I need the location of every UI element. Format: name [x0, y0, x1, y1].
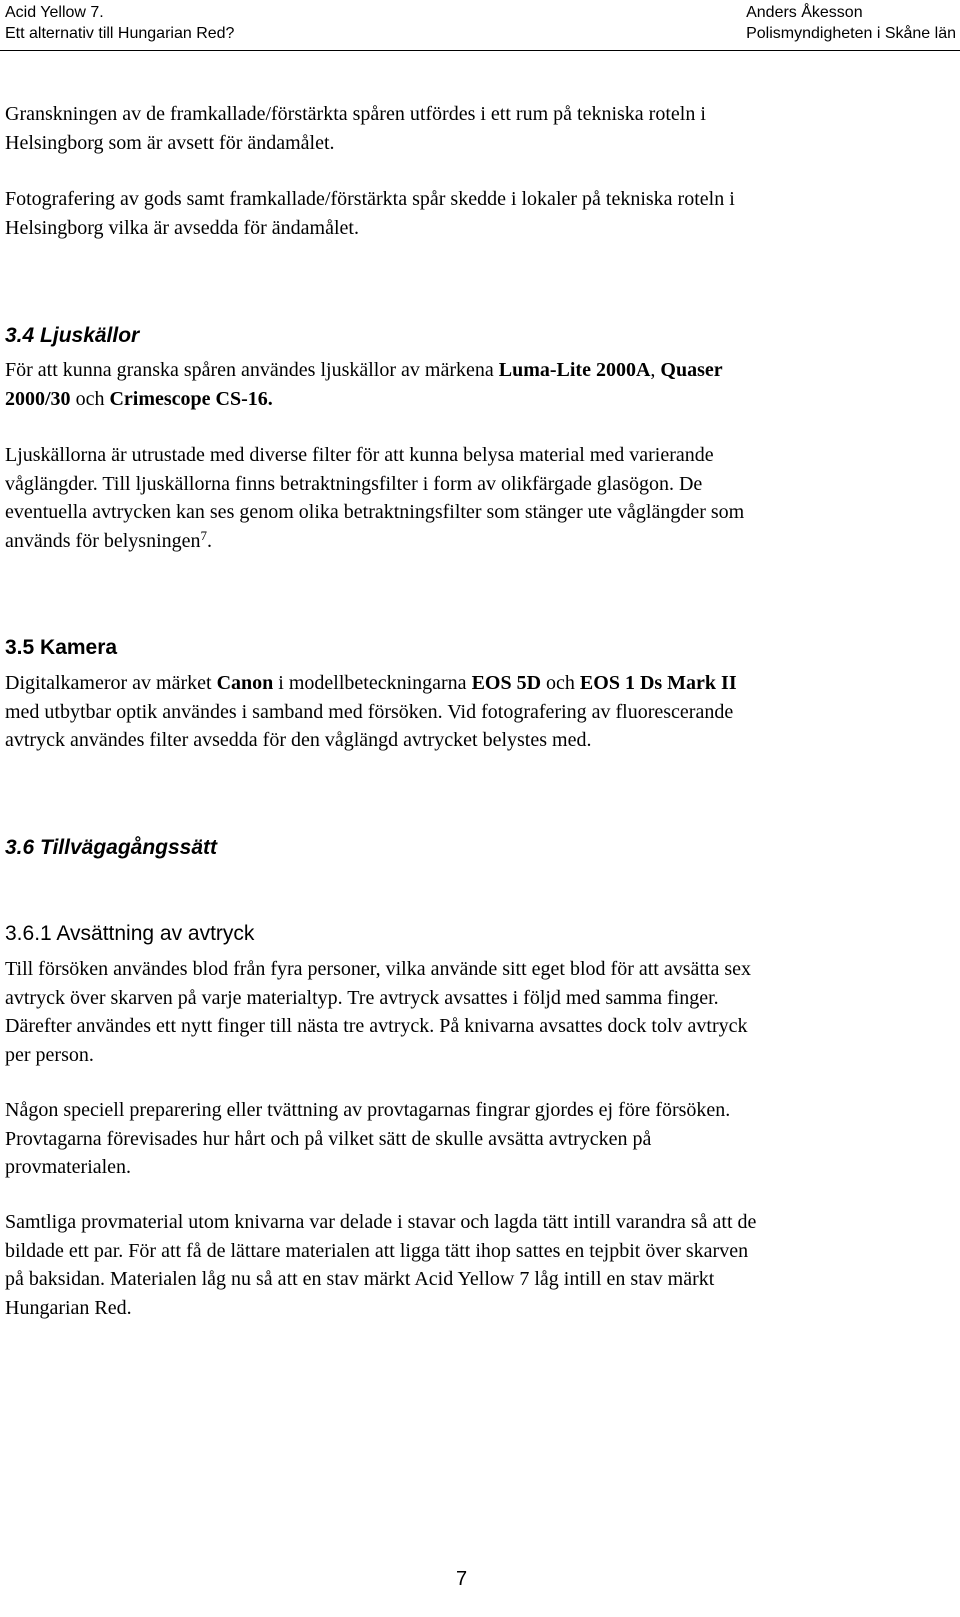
header-divider	[0, 50, 960, 51]
text-line: Till försöken användes blod från fyra personer, vilka använde sitt eget blod för att avsätta sex	[5, 958, 752, 980]
text-line: Därefter användes ett nytt finger till nästa tre avtryck. På knivarna avsattes dock tolv avtryck	[5, 1015, 748, 1037]
text-line: eventuella avtrycken kan ses genom olika betraktningsfilter som stänger ute våglängder som	[5, 501, 745, 523]
text-line: Samtliga provmaterial utom knivarna var delade i stavar och lagda tätt intill varandra så att de	[5, 1211, 757, 1233]
intro-paragraph-1	[5, 100, 706, 157]
brand-name: 2000/30	[5, 387, 71, 410]
text-line: per person.	[5, 1043, 94, 1066]
text-line	[5, 385, 723, 414]
text-line: bildade ett par. För att få de lättare materialen att ligga tätt ihop sattes en tejpbit över skarven	[5, 1239, 749, 1262]
text-run: .	[207, 529, 213, 552]
text-line: Någon speciell preparering eller tvättning av provtagarnas fingrar gjordes ej före försöken.	[5, 1099, 731, 1121]
text-run: Digitalkameror av märket	[5, 672, 217, 694]
procedure-paragraph-2	[5, 1096, 730, 1182]
intro-paragraph-2	[5, 185, 735, 242]
text-line: Helsingborg som är avsett för ändamålet.	[5, 131, 335, 154]
model-name: EOS 5D	[471, 672, 542, 694]
text-run: används för belysningen	[5, 529, 201, 552]
brand-name: Crimescope CS-16.	[109, 387, 273, 410]
brand-name: Luma-Lite 2000A	[498, 359, 651, 381]
header-subtitle-line: Ett alternativ till Hungarian Red?	[5, 25, 235, 42]
text-run: och	[541, 672, 580, 694]
section-heading-3-5: 3.5 Kamera	[5, 636, 118, 659]
light-sources-paragraph-2	[5, 441, 744, 555]
text-line: Helsingborg vilka är avsedda för ändamålet.	[5, 216, 359, 239]
procedure-paragraph-3	[5, 1208, 756, 1322]
header-title-line: Acid Yellow 7.	[5, 4, 104, 21]
text-run: För att kunna granska spåren användes ljuskällor av märkena	[5, 359, 499, 381]
model-name: EOS 1 Ds Mark II	[579, 672, 737, 694]
section-heading-3-6: 3.6 Tillvägagångssätt	[5, 836, 218, 859]
text-run: i modellbeteckningarna	[273, 672, 472, 694]
text-line: Hungarian Red.	[5, 1296, 132, 1319]
header-organization: Polismyndigheten i Skåne län	[746, 25, 956, 42]
brand-name: Canon	[216, 672, 274, 694]
text-line: Fotografering av gods samt framkallade/förstärkta spår skedde i lokaler på tekniska roteln i	[5, 188, 735, 210]
text-run: och	[70, 387, 110, 410]
text-line: avtryck över skarven på varje materialtyp. Tre avtryck avsattes i följd med samma finger.	[5, 986, 719, 1009]
text-line	[5, 356, 723, 385]
section-heading-3-4: 3.4 Ljuskällor	[5, 324, 140, 347]
brand-name: Quaser	[660, 359, 723, 381]
text-line: med utbytbar optik användes i samband med försöken. Vid fotografering av fluorescerande	[5, 700, 734, 723]
procedure-paragraph-1	[5, 955, 751, 1069]
header-author-name: Anders Åkesson	[746, 4, 863, 21]
page-header	[0, 0, 960, 52]
text-line: på baksidan. Materialen låg nu så att en stav märkt Acid Yellow 7 låg intill en stav märkt	[5, 1268, 715, 1290]
subsection-heading-3-6-1: 3.6.1 Avsättning av avtryck	[5, 922, 255, 945]
camera-paragraph	[5, 669, 737, 755]
text-line: avtryck användes filter avsedda för den våglängd avtrycket belystes med.	[5, 729, 592, 751]
text-line: Granskningen av de framkallade/förstärkta spåren utfördes i ett rum på tekniska roteln i	[5, 103, 706, 125]
header-author-block	[746, 2, 956, 44]
text-run: ,	[650, 359, 661, 381]
text-line	[5, 669, 737, 698]
footnote-reference: 7	[200, 527, 208, 543]
text-line: provmaterialen.	[5, 1156, 132, 1178]
page-number: 7	[456, 1568, 468, 1590]
text-line	[5, 527, 744, 556]
light-sources-paragraph-1	[5, 356, 723, 413]
text-line: våglängder. Till ljuskällorna finns betraktningsfilter i form av olikfärgade glasögon. De	[5, 472, 703, 495]
header-document-title	[5, 2, 234, 44]
text-line: Ljuskällorna är utrustade med diverse filter för att kunna belysa material med varierande	[5, 444, 714, 466]
text-line: Provtagarna förevisades hur hårt och på vilket sätt de skulle avsätta avtrycken på	[5, 1127, 652, 1150]
